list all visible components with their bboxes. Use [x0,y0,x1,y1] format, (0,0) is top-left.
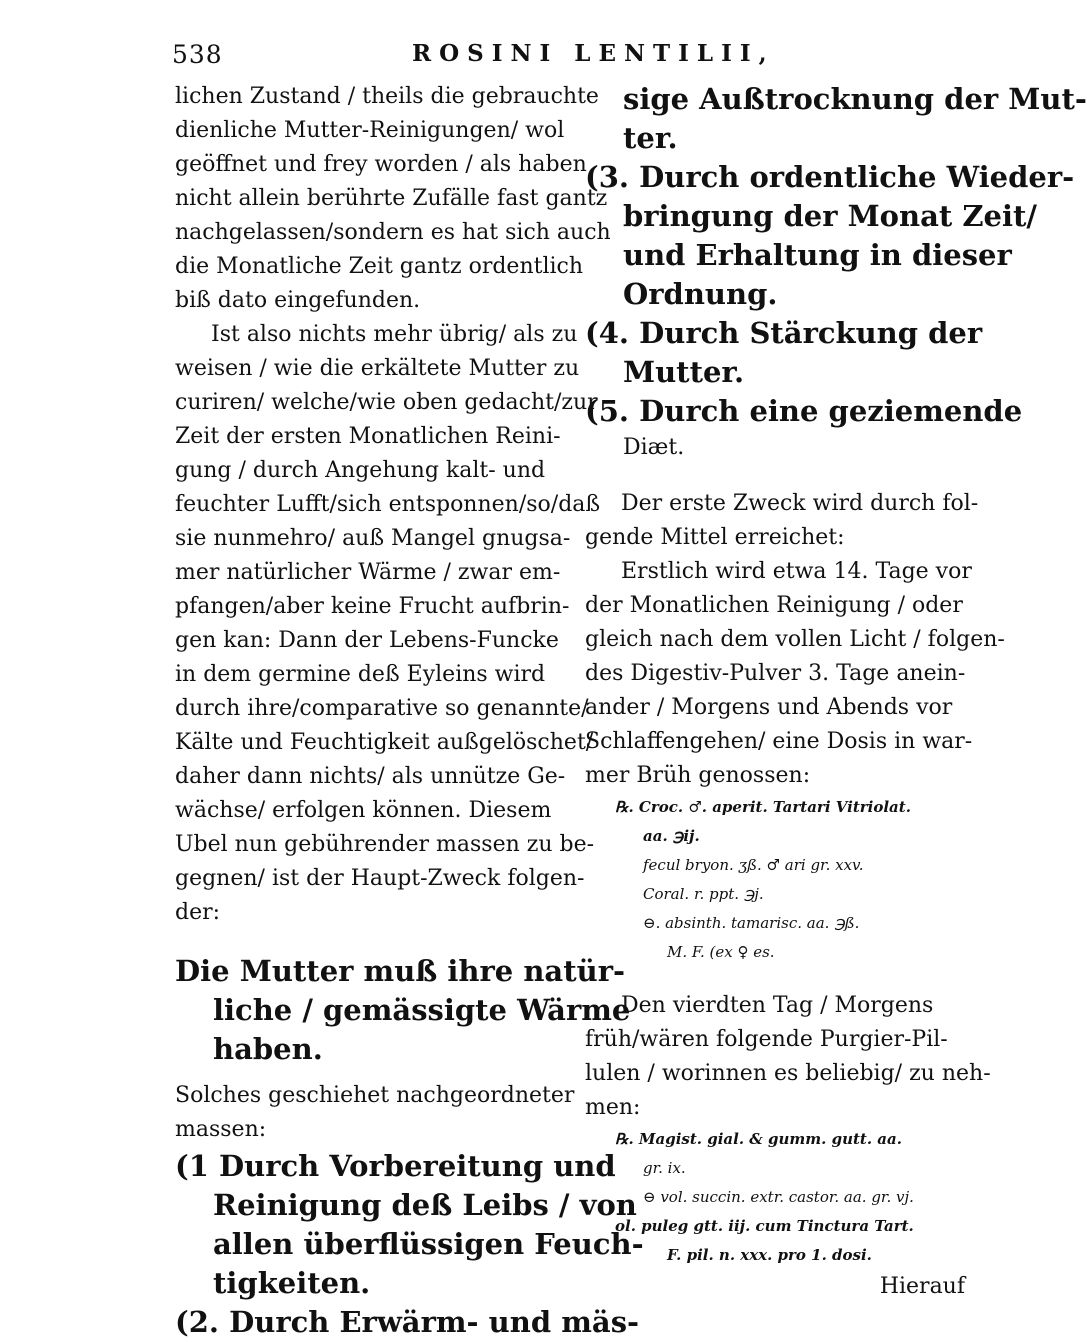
paragraph-main [175,318,601,930]
text-line: Den vierdten Tag / Morgens [621,993,934,1018]
text-line: Solches geschiehet nachgeordneter [175,1083,575,1108]
recipe-line: gr. ix. [643,1159,686,1177]
list-item-line: (4. Durch Stärckung der [585,316,983,350]
text-line: mer natürlicher Wärme / zwar em- [175,560,561,585]
heading-line: liche / gemässigte Wärme [213,993,631,1027]
page-number: 538 [172,40,223,69]
text-line: des Digestiv-Pulver 3. Tage anein- [585,661,966,686]
text-line: lulen / worinnen es beliebig/ zu neh- [585,1061,991,1086]
text-line: nachgelassen/sondern es hat sich auch [175,220,611,245]
text-line: Ist also nichts mehr übrig/ als zu [211,322,578,347]
numbered-list-continued [585,80,1087,465]
text-line: die Monatliche Zeit gantz ordentlich [175,254,584,279]
text-line: der: [175,900,221,925]
recipe-line: ℞. Croc. ♂. aperit. Tartari Vitriolat. [615,798,911,816]
list-item-line: (5. Durch eine geziemende [585,394,1023,428]
text-line: Zeit der ersten Monatlichen Reini- [175,424,561,449]
text-line: gung / durch Angehung kalt- und [175,458,546,483]
recipe-line: M. F. (ex ♀ es. [667,943,775,961]
list-item-line: Mutter. [623,355,745,389]
text-line: Schlaffengehen/ eine Dosis in war- [585,729,973,754]
recipe-line: F. pil. n. xxx. pro 1. dosi. [667,1246,872,1264]
list-item-line: bringung der Monat Zeit/ [623,199,1038,233]
catchword: Hierauf [879,1274,965,1299]
text-line: früh/wären folgende Purgier-Pil- [585,1027,948,1052]
text-line: durch ihre/comparative so genannte/ [175,696,589,721]
heading-line: Die Mutter muß ihre natür- [175,954,626,988]
text-line: weisen / wie die erkältete Mutter zu [175,356,580,381]
list-item-line: (3. Durch ordentliche Wieder- [585,160,1075,194]
right-column [585,80,1087,1304]
running-title: ROSINI LENTILII, [412,40,775,67]
text-line: gegnen/ ist der Haupt-Zweck folgen- [175,866,585,891]
list-item-line: ter. [623,121,678,155]
text-line: feuchter Lufft/sich entsponnen/so/daß [175,492,601,517]
text-line: in dem germine deß Eyleins wird [175,662,546,687]
text-line: gen kan: Dann der Lebens-Funcke [175,628,559,653]
numbered-list [175,1147,644,1342]
list-item-line: Diæt. [623,435,685,460]
paragraph-intro [175,1079,575,1147]
text-line: wächse/ erfolgen können. Diesem [175,798,552,823]
section-heading [175,952,631,1069]
recipe-purging-pills [585,1125,970,1270]
recipe-line: aa. ℈ij. [643,827,700,845]
text-line: lichen Zustand / theils die gebrauchte [175,84,599,109]
text-line: men: [585,1095,641,1120]
recipe-line: ⊖. absinth. tamarisc. aa. ℈ß. [643,914,860,932]
list-item-line: sige Außtrocknung der Mut- [623,82,1087,116]
paragraph-continuation [175,80,611,318]
text-line: dienliche Mutter-Reinigungen/ wol [175,118,565,143]
text-line: der Monatlichen Reinigung / oder [585,593,963,618]
recipe-digestive-powder [585,793,970,967]
text-line: nicht allein berührte Zufälle fast gantz [175,186,608,211]
text-line: Kälte und Feuchtigkeit außgelöschet/ [175,730,594,755]
text-line: pfangen/aber keine Frucht aufbrin- [175,594,570,619]
list-item-line: und Erhaltung in dieser [623,238,1012,272]
text-line: Erstlich wird etwa 14. Tage vor [621,559,972,584]
list-item-line: Ordnung. [623,277,778,311]
text-line: Der erste Zweck wird durch fol- [621,491,979,516]
list-item-line: (1 Durch Vorbereitung und [175,1149,616,1183]
text-line: geöffnet und frey worden / als haben [175,152,587,177]
text-line: mer Brüh genossen: [585,763,811,788]
paragraph-purpose [585,487,979,555]
text-line: curiren/ welche/wie oben gedacht/zur [175,390,598,415]
text-line: daher dann nichts/ als unnütze Ge- [175,764,566,789]
text-line: gleich nach dem vollen Licht / folgen- [585,627,1005,652]
recipe-line: ol. puleg gtt. iij. cum Tinctura Tart. [615,1217,914,1235]
text-line: massen: [175,1117,267,1142]
text-line: biß dato eingefunden. [175,288,421,313]
recipe-line: ⊖ vol. succin. extr. castor. aa. gr. vj. [643,1188,914,1206]
list-item-line: allen überflüssigen Feuch- [213,1227,644,1261]
recipe-line: fecul bryon. ʒß. ♂ ari gr. xxv. [643,856,864,874]
recipe-line: ℞. Magist. gial. & gumm. gutt. aa. [615,1130,902,1148]
recipe-line: Coral. r. ppt. ℈j. [643,885,764,903]
paragraph-instructions [585,555,1005,793]
text-line: ander / Morgens und Abends vor [585,695,953,720]
text-line: sie nunmehro/ auß Mangel gnugsa- [175,526,571,551]
heading-line: haben. [213,1032,323,1066]
list-item-line: (2. Durch Erwärm- und mäs- [175,1305,640,1339]
text-line: gende Mittel erreichet: [585,525,845,550]
list-item-line: tigkeiten. [213,1266,371,1300]
list-item-line: Reinigung deß Leibs / von [213,1188,637,1222]
paragraph-pills [585,989,991,1125]
text-line: Ubel nun gebührender massen zu be- [175,832,595,857]
